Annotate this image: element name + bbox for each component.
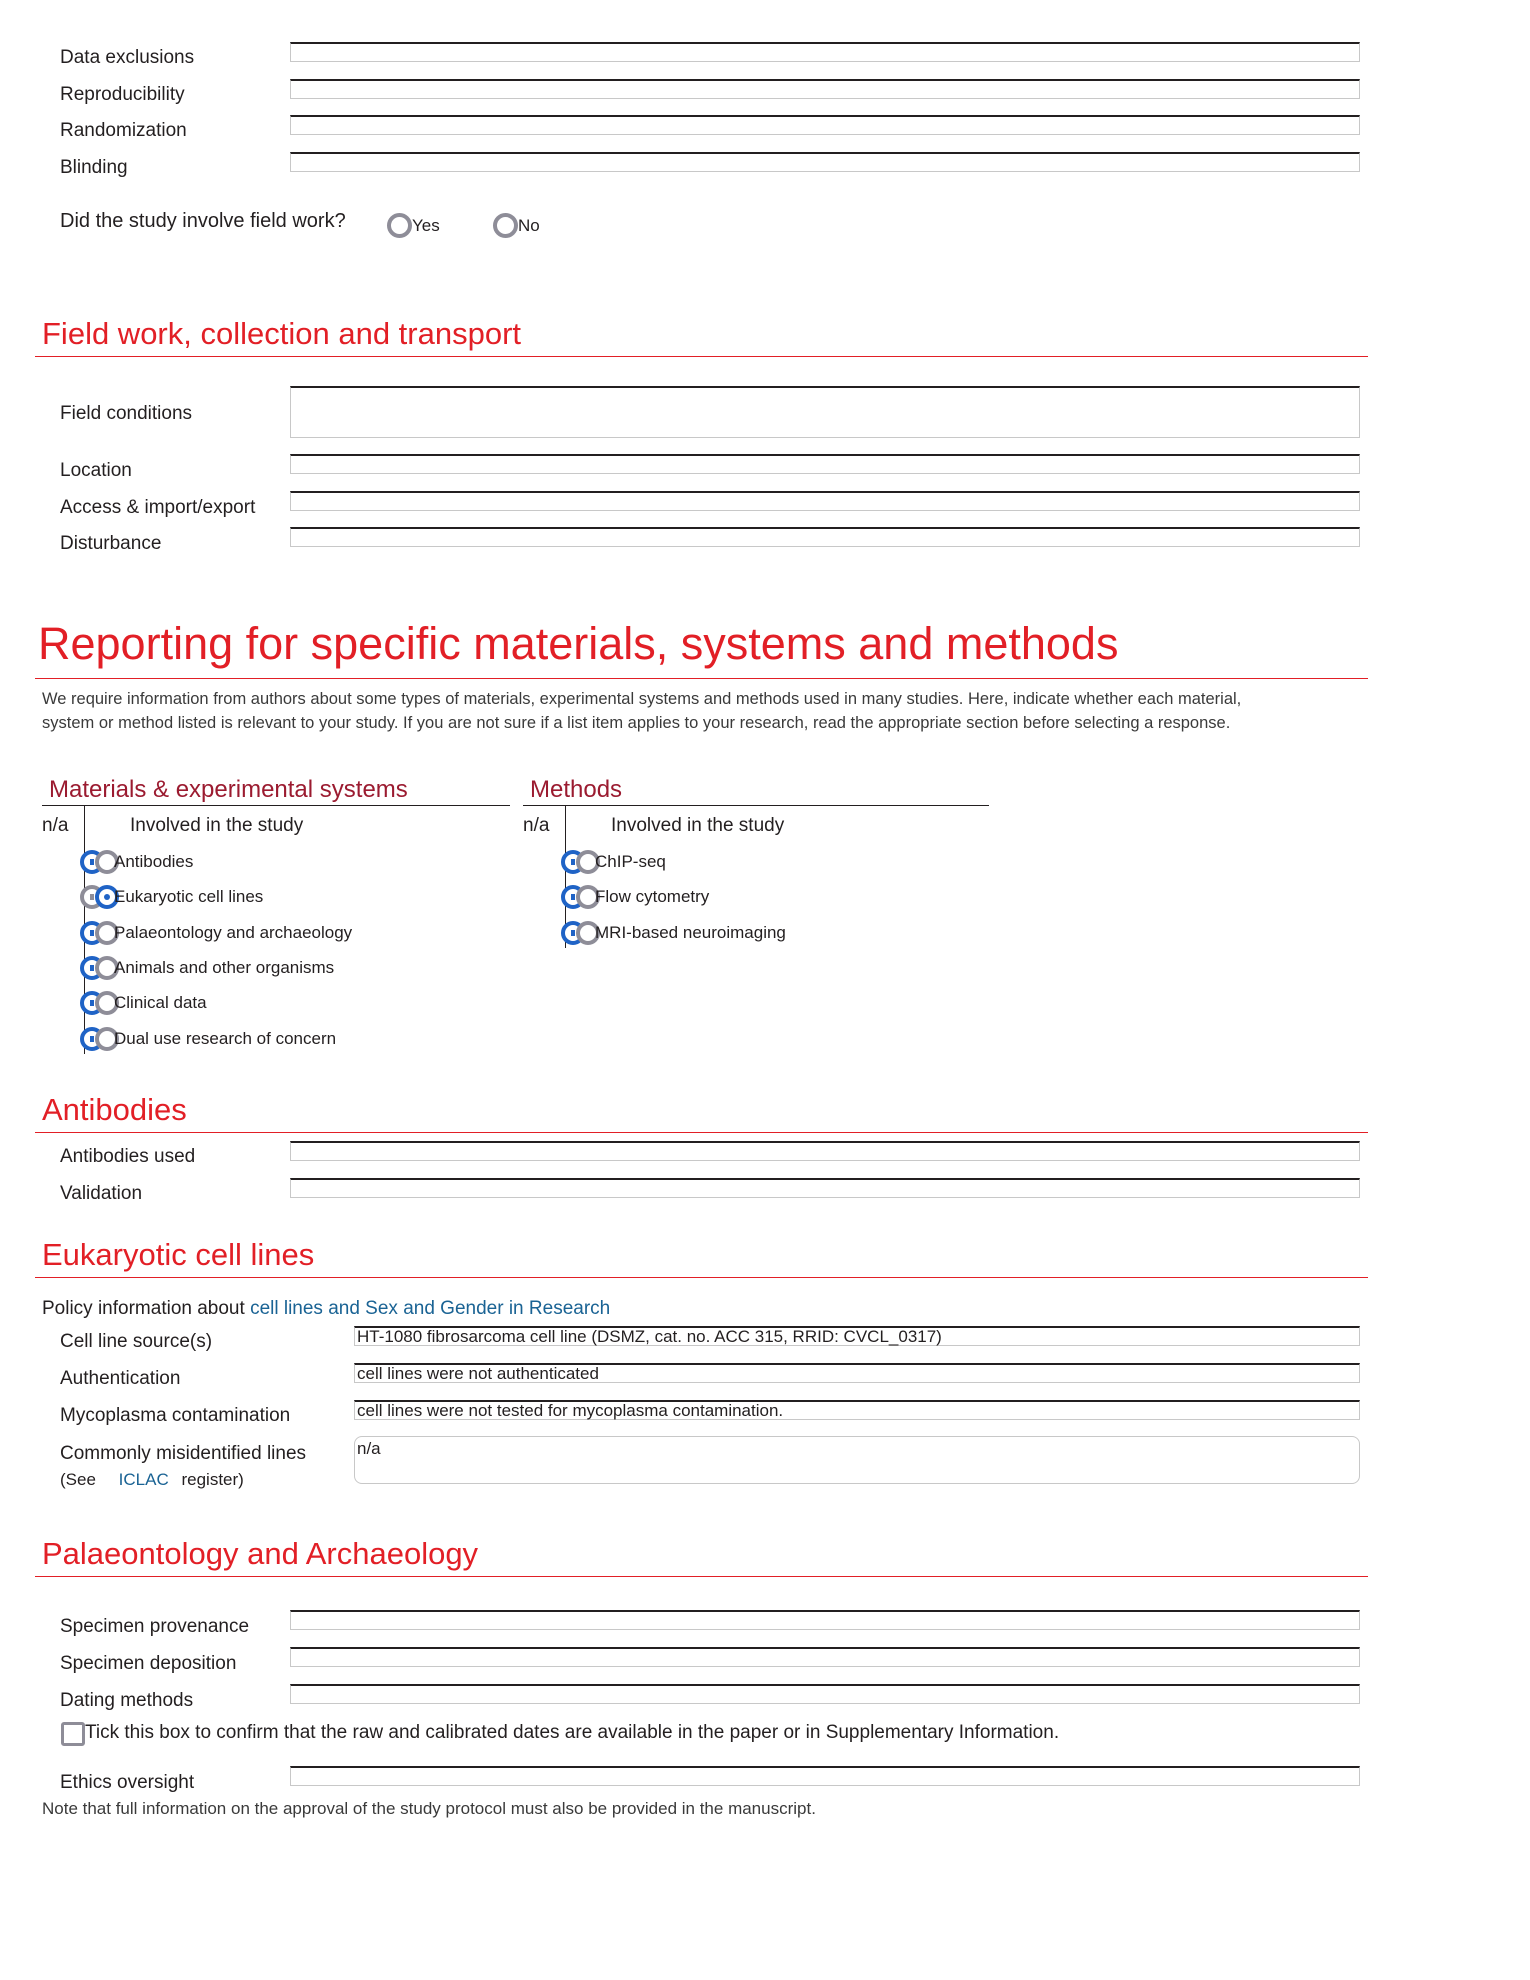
field-work-title: Field work, collection and transport [42,316,522,351]
palaeo-rule [35,1576,1368,1577]
materials-item-dual-use: Dual use research of concern [114,1029,337,1048]
misidentified-lines-field[interactable]: n/a [354,1436,1360,1484]
field-conditions-label: Field conditions [60,403,193,424]
methods-item-chip-seq: ChIP-seq [595,852,666,871]
randomization-label: Randomization [60,120,187,141]
authentication-label: Authentication [60,1368,181,1389]
materials-item-clinical-data: Clinical data [114,993,207,1012]
location-field[interactable] [290,454,1360,474]
field-work-no-label: No [518,216,540,235]
field-conditions-field[interactable] [290,386,1360,438]
cell-line-source-field[interactable]: HT-1080 fibrosarcoma cell line (DSMZ, cat. no. ACC 315, RRID: CVCL_0317) [354,1326,1360,1346]
dating-methods-field[interactable] [290,1684,1360,1704]
materials-na-label: n/a [42,815,69,836]
cell-lines-policy [42,1298,610,1320]
iclac-see-prefix: (See [60,1470,96,1489]
access-label: Access & import/export [60,497,256,518]
materials-heading: Materials & experimental systems [49,776,408,803]
mycoplasma-field[interactable]: cell lines were not tested for mycoplasma contamination. [354,1400,1360,1420]
dates-confirm-checkbox[interactable] [61,1722,85,1746]
methods-involved-label: Involved in the study [611,815,785,836]
palaeo-title: Palaeontology and Archaeology [42,1536,479,1571]
authentication-field[interactable]: cell lines were not authenticated [354,1363,1360,1383]
validation-label: Validation [60,1183,143,1204]
methods-item-mri: MRI-based neuroimaging [595,923,786,942]
access-field[interactable] [290,491,1360,511]
location-label: Location [60,460,132,481]
materials-item-animals: Animals and other organisms [114,958,335,977]
antibodies-rule [35,1132,1368,1133]
blinding-label: Blinding [60,157,128,178]
antibodies-title: Antibodies [42,1092,187,1127]
methods-item-flow-cytometry: Flow cytometry [595,887,710,906]
antibodies-used-field[interactable] [290,1141,1360,1161]
randomization-field[interactable] [290,115,1360,135]
specimen-deposition-label: Specimen deposition [60,1653,237,1674]
data-exclusions-label: Data exclusions [60,47,195,68]
disturbance-field[interactable] [290,527,1360,547]
antibodies-used-label: Antibodies used [60,1146,196,1167]
cell-lines-rule [35,1277,1368,1278]
reproducibility-label: Reproducibility [60,84,185,105]
iclac-see-suffix: register) [181,1470,244,1489]
dating-methods-label: Dating methods [60,1690,194,1711]
specimen-provenance-label: Specimen provenance [60,1616,250,1637]
validation-field[interactable] [290,1178,1360,1198]
materials-item-antibodies: Antibodies [114,852,194,871]
specimen-provenance-field[interactable] [290,1610,1360,1630]
dates-confirm-label: Tick this box to confirm that the raw and calibrated dates are available in the paper or in Supplementary Information. [85,1722,1060,1743]
cell-lines-policy-link[interactable]: cell lines and Sex and Gender in Research [250,1298,611,1319]
materials-involved-label: Involved in the study [130,815,304,836]
protocol-note: Note that full information on the approval of the study protocol must also be provided in the manuscript. [42,1799,816,1818]
methods-heading-rule [523,805,989,806]
disturbance-label: Disturbance [60,533,162,554]
methods-na-label: n/a [523,815,550,836]
specimen-deposition-field[interactable] [290,1647,1360,1667]
reporting-intro-line2: system or method listed is relevant to your study. If you are not sure if a list item applies to your research, read the appropriate section before selecting a response. [42,714,1231,732]
misidentified-lines-label: Commonly misidentified lines [60,1443,307,1464]
cell-line-source-label: Cell line source(s) [60,1331,213,1352]
field-work-yes-radio[interactable] [387,213,412,238]
methods-heading: Methods [530,776,623,803]
reporting-title: Reporting for specific materials, systems and methods [38,618,1119,669]
ethics-oversight-label: Ethics oversight [60,1772,195,1793]
mycoplasma-label: Mycoplasma contamination [60,1405,291,1426]
blinding-field[interactable] [290,152,1360,172]
ethics-oversight-field[interactable] [290,1766,1360,1786]
materials-heading-rule [42,805,510,806]
materials-item-palaeontology: Palaeontology and archaeology [114,923,353,942]
reproducibility-field[interactable] [290,79,1360,99]
reporting-intro-line1: We require information from authors about some types of materials, experimental systems and methods used in many studies. Here, indicate whether each material, [42,690,1242,708]
field-work-rule [35,356,1368,357]
cell-lines-title: Eukaryotic cell lines [42,1237,315,1272]
field-work-question: Did the study involve field work? [60,210,346,232]
materials-item-eukaryotic-cell-lines: Eukaryotic cell lines [114,887,264,906]
reporting-rule [35,678,1368,679]
data-exclusions-field[interactable] [290,42,1360,62]
field-work-no-radio[interactable] [493,213,518,238]
iclac-link[interactable]: ICLAC [118,1470,169,1489]
cell-lines-policy-prefix: Policy information about [42,1298,251,1319]
iclac-note [60,1470,244,1490]
field-work-yes-label: Yes [412,216,440,235]
